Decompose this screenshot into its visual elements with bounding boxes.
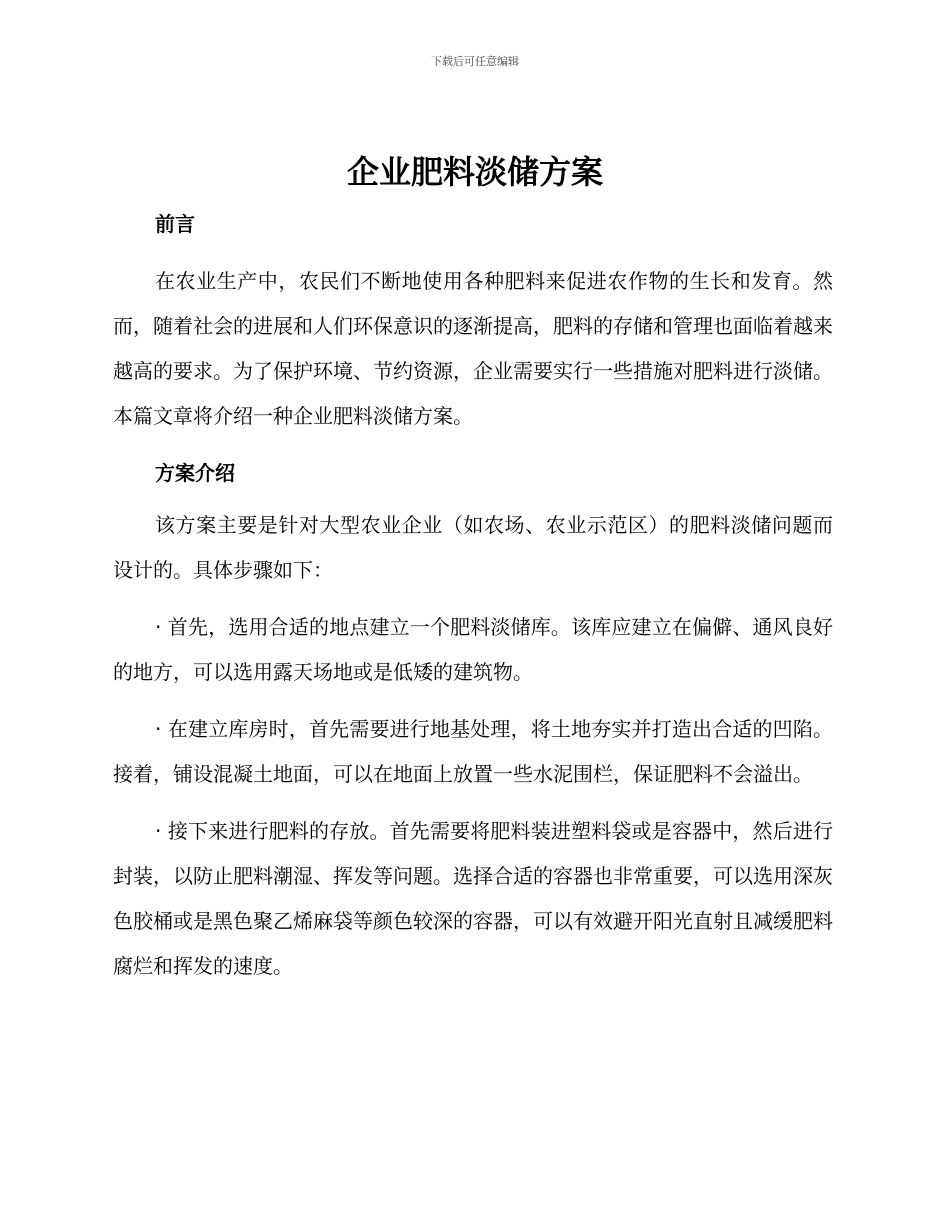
spacer: [113, 247, 833, 259]
spacer: [113, 439, 833, 451]
section-heading-intro: 方案介绍: [155, 461, 235, 485]
bullet-paragraph-1: · 首先，选用合适的地点建立一个肥料淡储库。该库应建立在偏僻、通风良好的地方，可以选用露天场地或是低矮的建筑物。: [113, 615, 833, 684]
spacer: [113, 593, 833, 605]
document-title: 企业肥料淡储方案: [346, 153, 603, 191]
spacer: [113, 695, 833, 707]
paragraph-intro: 该方案主要是针对大型农业企业（如农场、农业示范区）的肥料淡储问题而设计的。具体步骤如下：: [113, 513, 833, 582]
document-body: [113, 202, 833, 989]
bullet-paragraph-2: · 在建立库房时，首先需要进行地基处理，将土地夯实并打造出合适的凹陷。接着，铺设混凝土地面，可以在地面上放置一些水泥围栏，保证肥料不会溢出。: [113, 717, 833, 786]
bullet-paragraph-3: · 接下来进行肥料的存放。首先需要将肥料装进塑料袋或是容器中，然后进行封装，以防止肥料潮湿、挥发等问题。选择合适的容器也非常重要，可以选用深灰色胶桶或是黑色聚乙烯麻袋等颜色较深的容器，可以有效避开阳光直射且减缓肥料腐烂和挥发的速度。: [113, 819, 833, 978]
section-heading-preface: 前言: [155, 212, 195, 236]
paragraph-preface: 在农业生产中，农民们不断地使用各种肥料来促进农作物的生长和发育。然而，随着社会的进展和人们环保意识的逐渐提高，肥料的存储和管理也面临着越来越高的要求。为了保护环境、节约资源，企业需要实行一些措施对肥料进行淡储。本篇文章将介绍一种企业肥料淡储方案。: [113, 269, 833, 428]
spacer: [113, 496, 833, 503]
spacer: [113, 797, 833, 809]
header-note: 下载后可任意编辑: [431, 55, 519, 68]
